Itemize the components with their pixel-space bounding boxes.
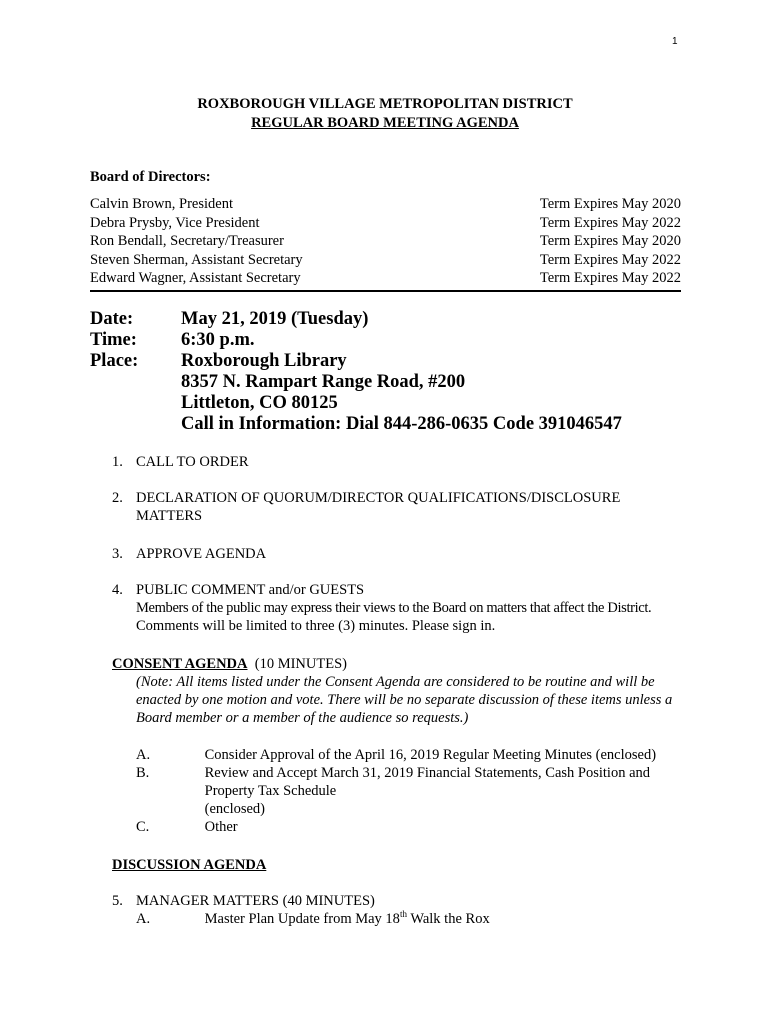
agenda-item-1 [112,453,682,471]
item-text-continued: MATTERS [136,508,203,524]
board-heading: Board of Directors: [90,169,211,185]
item-text: PUBLIC COMMENT and/or GUESTS [136,582,365,598]
director-term: Term Expires May 2022 [539,214,681,231]
item-number: 5. [112,893,123,909]
agenda-item-3 [112,545,682,563]
item-letter: C. [136,819,150,835]
meeting-details [90,309,622,435]
agenda-item-4 [112,581,682,635]
date-value: May 21, 2019 (Tuesday) [181,309,369,329]
item-number: 1. [112,454,123,470]
consent-item-a [112,746,682,764]
date-label: Date: [90,309,134,329]
consent-heading: CONSENT AGENDA [112,656,248,672]
director-row [90,195,681,214]
item-number: 3. [112,546,123,562]
consent-note: enacted by one motion and vote. There will be no separate discussion of these items unless a [136,692,673,708]
place-address: 8357 N. Rampart Range Road, #200 [181,372,466,392]
director-row [90,269,681,288]
discussion-heading-text: DISCUSSION AGENDA [112,857,267,873]
manager-item-a [112,910,682,928]
item-text: APPROVE AGENDA [136,546,267,562]
director-name: Ron Bendall, Secretary/Treasurer [90,233,284,249]
director-term: Term Expires May 2022 [539,251,681,268]
place-name: Roxborough Library [181,351,347,371]
director-row [90,232,681,251]
director-name: Debra Prysby, Vice President [90,214,260,231]
place-label: Place: [90,351,139,371]
consent-note: Board member or a member of the audience so requests.) [136,710,469,726]
item-text-post: Walk the Rox [406,911,490,927]
agenda-item-2 [112,489,682,525]
director-name: Edward Wagner, Assistant Secretary [90,270,301,286]
agenda-title: REGULAR BOARD MEETING AGENDA [251,115,519,131]
directors-list [90,195,681,292]
consent-note: (Note: All items listed under the Consent Agenda are considered to be routine and will be [136,674,655,690]
item-text-line: (enclosed) [204,801,266,817]
item-text-pre: Master Plan Update from May 18 [204,911,400,927]
call-in-info: Call in Information: Dial 844-286-0635 Code 391046547 [181,414,622,434]
time-value: 6:30 p.m. [181,330,255,350]
page-number: 1 [672,36,678,47]
consent-items [112,746,682,836]
item-text: Other [204,819,238,835]
director-row [90,214,681,233]
discussion-heading [112,856,682,874]
consent-item-b [112,764,682,818]
item-text: MANAGER MATTERS (40 MINUTES) [136,893,375,909]
item-letter: A. [136,747,151,763]
director-term: Term Expires May 2020 [539,196,681,212]
item-letter: A. [136,911,151,927]
item-number: 2. [112,490,123,506]
district-title: ROXBOROUGH VILLAGE METROPOLITAN DISTRICT [197,96,573,112]
item-text [205,910,682,928]
director-row [90,251,681,270]
item-text [205,764,682,818]
director-name: Steven Sherman, Assistant Secretary [90,251,303,268]
director-term: Term Expires May 2020 [539,233,681,249]
consent-duration: (10 MINUTES) [254,656,347,672]
ordinal-suffix: th [399,909,407,920]
time-label: Time: [90,330,137,350]
director-name: Calvin Brown, President [90,196,233,212]
item-text: DECLARATION OF QUORUM/DIRECTOR QUALIFICATIONS/DISCLOSURE [136,490,621,506]
item-letter: B. [136,765,150,781]
agenda-item-5 [112,892,682,928]
item-description: Comments will be limited to three (3) minutes. Please sign in. [136,618,496,634]
consent-agenda [112,655,682,727]
place-city: Littleton, CO 80125 [181,393,338,413]
item-text-line: Review and Accept March 31, 2019 Financial Statements, Cash Position and [204,765,651,781]
consent-item-c [112,818,682,836]
item-text: Consider Approval of the April 16, 2019 Regular Meeting Minutes (enclosed) [204,747,657,763]
item-number: 4. [112,582,123,598]
item-text-line: Property Tax Schedule [204,783,337,799]
director-term: Term Expires May 2022 [539,270,681,286]
item-text: CALL TO ORDER [136,454,249,470]
item-description: Members of the public may express their views to the Board on matters that affect the District. [136,600,652,616]
